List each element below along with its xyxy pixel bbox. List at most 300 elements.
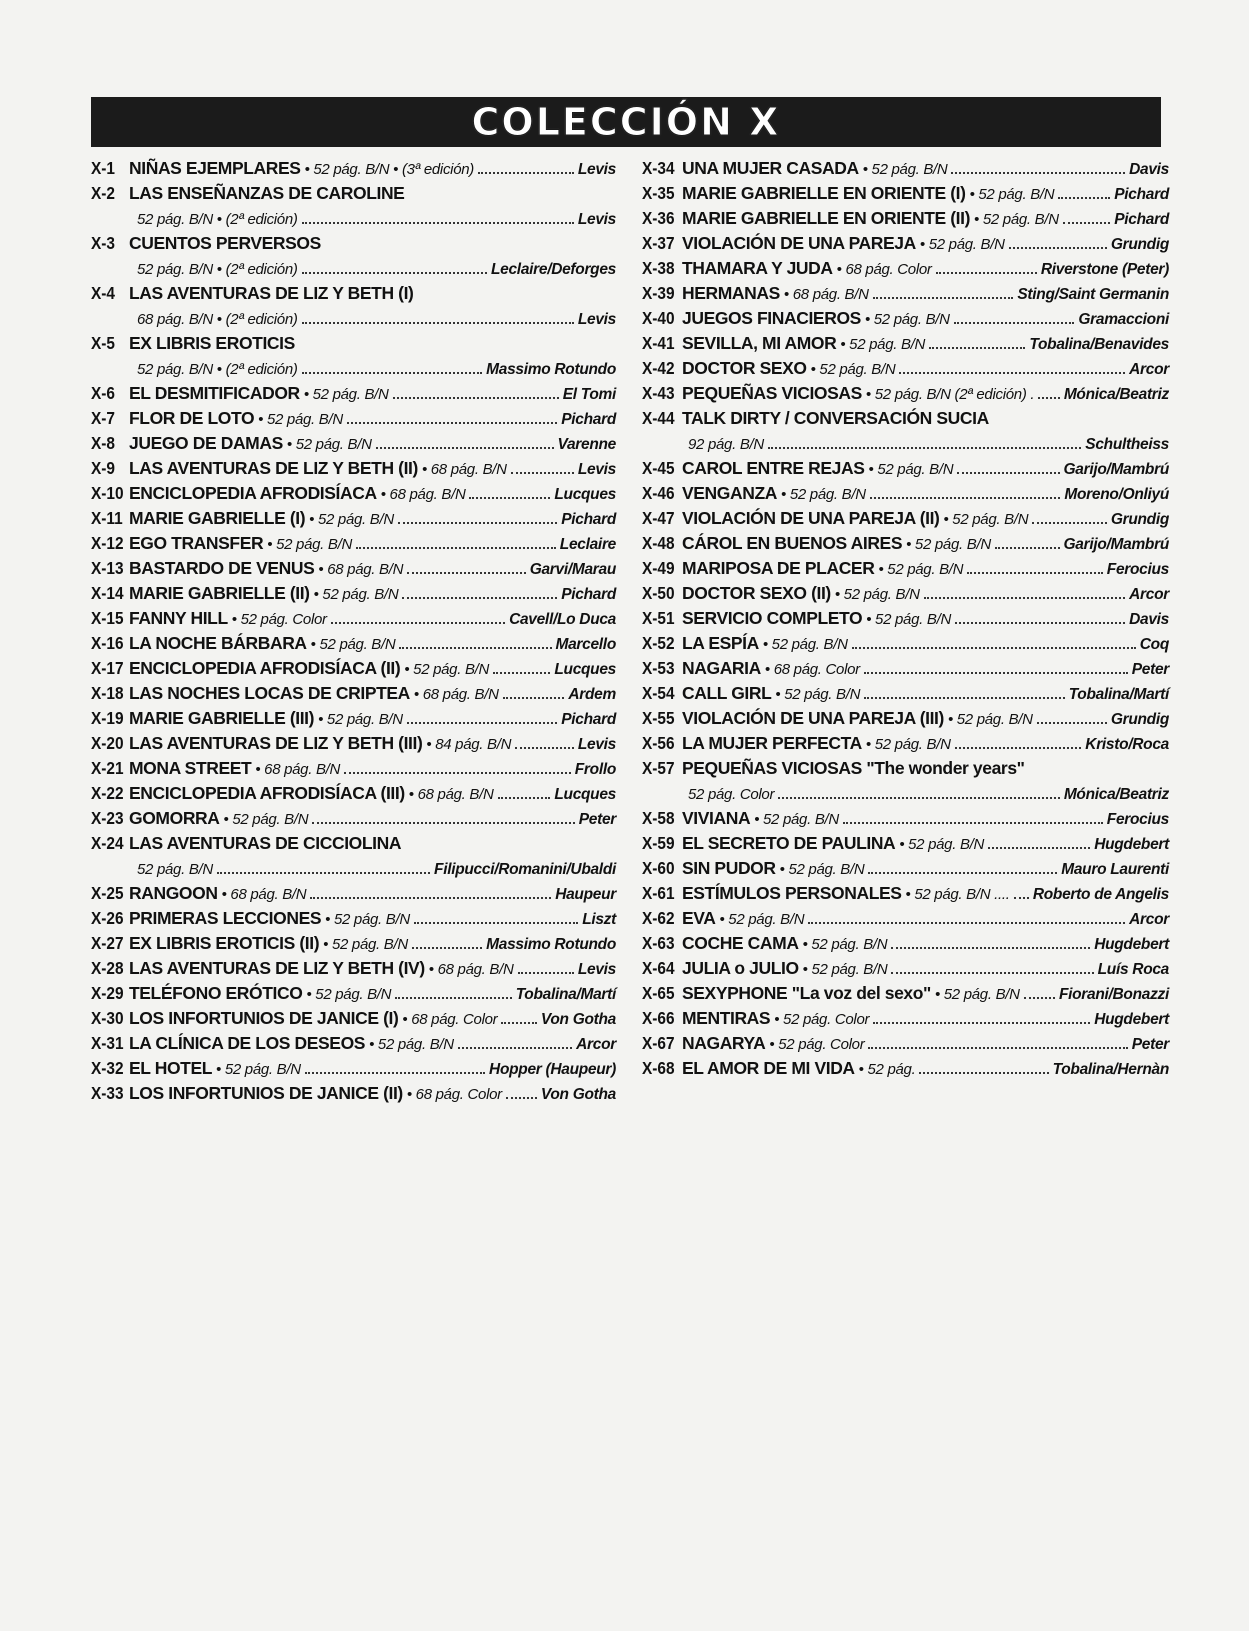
entry-title: PEQUEÑAS VICIOSAS "The wonder years": [682, 758, 1025, 778]
entry-code: X-20: [91, 733, 124, 753]
entry-author: Massimo Rotundo: [486, 361, 616, 378]
entry-author: Ardem: [568, 686, 616, 703]
catalog-entry: [642, 633, 1169, 658]
dot-leader: [778, 783, 1060, 799]
entry-author: Fiorani/Bonazzi: [1058, 986, 1169, 1003]
collection-banner: [91, 97, 1161, 147]
dot-leader: [331, 608, 505, 624]
entry-author: Lucques: [554, 486, 616, 503]
entry-details: • 52 pág. B/N: [862, 161, 948, 178]
entry-author: Hugdebert: [1094, 936, 1169, 953]
dot-leader: [1032, 508, 1107, 524]
entry-author: Tobalina/Benavides: [1029, 336, 1169, 353]
entry-details: • 52 pág. Color: [774, 1011, 870, 1028]
entry-code: X-59: [642, 833, 675, 853]
entry-details: 92 pág. B/N: [688, 436, 764, 453]
entry-details: • 52 pág. B/N: [899, 836, 985, 853]
entry-author: Garijo/Mambrú: [1063, 536, 1169, 553]
dot-leader: [1037, 708, 1107, 724]
right-column: [642, 158, 1169, 1083]
entry-author: Pichard: [1114, 186, 1169, 203]
dot-leader: [511, 458, 574, 474]
catalog-entry: [91, 758, 616, 783]
entry-title: EL DESMITIFICADOR: [129, 383, 300, 403]
entry-details: • 52 pág. B/N: [775, 686, 861, 703]
dot-leader: [399, 633, 551, 649]
dot-leader: [924, 583, 1126, 599]
entry-details: 52 pág. B/N • (2ª edición): [137, 361, 298, 378]
entry-details: • 52 pág. B/N: [906, 536, 991, 553]
catalog-entry: [91, 933, 616, 958]
entry-title: DOCTOR SEXO (II): [682, 583, 831, 603]
catalog-entry: [91, 433, 616, 458]
catalog-entry: [91, 808, 616, 833]
dot-leader: [305, 1058, 485, 1074]
dot-leader: [501, 1008, 537, 1024]
entry-code: X-21: [91, 758, 124, 778]
entry-title: VIOLACIÓN DE UNA PAREJA (III): [682, 708, 944, 728]
entry-details: • 52 pág. B/N: [754, 811, 839, 828]
entry-title: MARIPOSA DE PLACER: [682, 558, 875, 578]
entry-author: Roberto de Angelis: [1032, 886, 1169, 903]
entry-author: Hugdebert: [1094, 1011, 1169, 1028]
entry-author: Levis: [577, 311, 616, 328]
catalog-entry: [91, 533, 616, 558]
entry-details: • 68 pág. B/N: [255, 761, 341, 778]
catalog-entry-continuation: [91, 308, 616, 333]
entry-details: • 52 pág. B/N: [947, 711, 1033, 728]
entry-code: X-38: [642, 258, 675, 278]
entry-author: Ferocius: [1106, 561, 1169, 578]
catalog-entry: [642, 1058, 1169, 1083]
entry-title: LAS AVENTURAS DE LIZ Y BETH (I): [129, 283, 414, 303]
dot-leader: [873, 1008, 1090, 1024]
entry-title: MARIE GABRIELLE (III): [129, 708, 315, 728]
entry-code: X-66: [642, 1008, 675, 1028]
entry-details: • 68 pág. B/N: [421, 461, 507, 478]
entry-code: X-29: [91, 983, 124, 1003]
catalog-entry: [642, 358, 1169, 383]
entry-details: • 52 pág. Color: [231, 611, 327, 628]
entry-code: X-12: [91, 533, 124, 553]
entry-title: TELÉFONO ERÓTICO: [129, 983, 303, 1003]
entry-title: EL AMOR DE MI VIDA: [682, 1058, 855, 1078]
entry-details: • 52 pág. B/N: [934, 986, 1020, 1003]
entry-details: 68 pág. B/N • (2ª edición): [137, 311, 298, 328]
entry-code: X-33: [91, 1083, 124, 1103]
entry-code: X-48: [642, 533, 675, 553]
entry-details: • 84 pág. B/N: [426, 736, 512, 753]
dot-leader: [1024, 983, 1055, 999]
entry-author: Pichard: [1114, 211, 1169, 228]
catalog-entry: [91, 158, 616, 183]
dot-leader: [955, 733, 1082, 749]
catalog-entry: [91, 458, 616, 483]
dot-leader: [995, 533, 1060, 549]
catalog-entry: [642, 308, 1169, 333]
dot-leader: [395, 983, 511, 999]
dot-leader: [217, 858, 430, 874]
entry-code: X-41: [642, 333, 675, 353]
entry-author: Filipucci/Romanini/Ubaldi: [434, 861, 616, 878]
dot-leader: [957, 458, 1059, 474]
entry-author: Pichard: [561, 511, 616, 528]
catalog-entry: [642, 258, 1169, 283]
catalog-entry: [91, 333, 616, 358]
dot-leader: [808, 908, 1125, 924]
catalog-entry: [642, 233, 1169, 258]
entry-code: X-57: [642, 758, 675, 778]
entry-title: LAS AVENTURAS DE LIZ Y BETH (II): [129, 458, 418, 478]
entry-details: • 68 pág. B/N: [221, 886, 307, 903]
page-title: COLECCIÓN X: [471, 100, 781, 144]
dot-leader: [891, 958, 1093, 974]
entry-code: X-49: [642, 558, 675, 578]
entry-code: X-46: [642, 483, 675, 503]
entry-code: X-11: [91, 508, 123, 528]
entry-author: Grundig: [1110, 511, 1169, 528]
entry-title: LOS INFORTUNIOS DE JANICE (II): [129, 1083, 403, 1103]
catalog-entry: [642, 833, 1169, 858]
entry-author: Levis: [577, 736, 616, 753]
entry-title: EL HOTEL: [129, 1058, 213, 1078]
entry-author: Von Gotha: [540, 1086, 616, 1103]
entry-author: Peter: [1131, 661, 1169, 678]
entry-code: X-34: [642, 158, 675, 178]
catalog-entry: [91, 583, 616, 608]
entry-details: • 52 pág. B/N: [810, 361, 896, 378]
dot-leader: [1058, 183, 1110, 199]
entry-code: X-42: [642, 358, 675, 378]
entry-code: X-52: [642, 633, 675, 653]
entry-author: Hopper (Haupeur): [489, 1061, 616, 1078]
dot-leader: [967, 558, 1103, 574]
entry-title: MARIE GABRIELLE EN ORIENTE (I): [682, 183, 966, 203]
catalog-entry: [91, 958, 616, 983]
catalog-entry: [642, 708, 1169, 733]
entry-code: X-5: [91, 333, 115, 353]
catalog-entry: [642, 508, 1169, 533]
entry-title: NAGARIA: [682, 658, 761, 678]
catalog-entry: [91, 883, 616, 908]
catalog-entry: [642, 408, 1169, 433]
entry-title: SEVILLA, MI AMOR: [682, 333, 837, 353]
entry-details: • 52 pág. B/N: [943, 511, 1029, 528]
entry-title: JULIA o JULIO: [682, 958, 799, 978]
catalog-entry: [91, 783, 616, 808]
catalog-entry: [642, 533, 1169, 558]
entry-title: ENCICLOPEDIA AFRODISÍACA (II): [129, 658, 401, 678]
entry-details: • 52 pág. B/N: [216, 1061, 301, 1078]
catalog-entry: [642, 333, 1169, 358]
dot-leader: [402, 583, 557, 599]
entry-details: • 52 pág. B/N: [919, 236, 1005, 253]
entry-title: THAMARA Y JUDA: [682, 258, 833, 278]
entry-title: MARIE GABRIELLE (II): [129, 583, 310, 603]
dot-leader: [988, 833, 1090, 849]
entry-author: Luís Roca: [1097, 961, 1169, 978]
entry-author: Grundig: [1110, 711, 1169, 728]
entry-details: • 52 pág. B/N: [258, 411, 343, 428]
entry-code: X-28: [91, 958, 124, 978]
entry-author: Tobalina/Martí: [1068, 686, 1169, 703]
entry-details: • 68 pág. B/N: [413, 686, 499, 703]
dot-leader: [843, 808, 1103, 824]
entry-code: X-1: [91, 158, 115, 178]
entry-author: Haupeur: [555, 886, 616, 903]
entry-title: CALL GIRL: [682, 683, 772, 703]
dot-leader: [302, 208, 574, 224]
dot-leader: [393, 383, 559, 399]
entry-code: X-40: [642, 308, 675, 328]
dot-leader: [1063, 208, 1110, 224]
entry-details: 52 pág. Color: [688, 786, 775, 803]
entry-author: Peter: [578, 811, 616, 828]
entry-title: UNA MUJER CASADA: [682, 158, 859, 178]
entry-code: X-53: [642, 658, 675, 678]
catalog-entry: [642, 483, 1169, 508]
entry-code: X-54: [642, 683, 675, 703]
entry-author: Levis: [577, 961, 616, 978]
entry-title: HERMANAS: [682, 283, 780, 303]
entry-title: LAS AVENTURAS DE LIZ Y BETH (III): [129, 733, 423, 753]
catalog-entry: [91, 558, 616, 583]
entry-author: Davis: [1129, 161, 1169, 178]
entry-details: • 52 pág. B/N: [802, 961, 888, 978]
entry-title: LAS ENSEÑANZAS DE CAROLINE: [129, 183, 405, 203]
entry-title: NIÑAS EJEMPLARES: [129, 158, 301, 178]
entry-title: BASTARDO DE VENUS: [129, 558, 315, 578]
catalog-entry: [91, 983, 616, 1008]
entry-details: • 52 pág. B/N: [223, 811, 309, 828]
catalog-entry: [642, 183, 1169, 208]
entry-author: Pichard: [561, 586, 616, 603]
catalog-entry: [642, 808, 1169, 833]
dot-leader: [1009, 233, 1107, 249]
dot-leader: [954, 308, 1075, 324]
entry-details: • 52 pág. B/N: [868, 461, 954, 478]
entry-details: • 52 pág. B/N: [802, 936, 888, 953]
entry-details: • 68 pág. Color: [764, 661, 860, 678]
entry-title: EVA: [682, 908, 716, 928]
entry-code: X-26: [91, 908, 124, 928]
dot-leader: [864, 683, 1065, 699]
entry-details: • 52 pág. B/N: [323, 936, 408, 953]
catalog-entry: [642, 608, 1169, 633]
entry-title: LAS AVENTURAS DE LIZ Y BETH (IV): [129, 958, 425, 978]
entry-author: Levis: [577, 161, 616, 178]
entry-title: CUENTOS PERVERSOS: [129, 233, 321, 253]
dot-leader: [407, 558, 526, 574]
entry-title: FANNY HILL: [129, 608, 228, 628]
dot-leader: [1038, 383, 1060, 399]
entry-details: • 52 pág. B/N: [866, 611, 951, 628]
entry-title: LAS AVENTURAS DE CICCIOLINA: [129, 833, 402, 853]
entry-code: X-45: [642, 458, 675, 478]
dot-leader: [493, 658, 550, 674]
entry-details: • 52 pág. Color: [769, 1036, 865, 1053]
catalog-entry: [91, 383, 616, 408]
entry-author: Moreno/Onliyú: [1064, 486, 1169, 503]
entry-title: NAGARYA: [682, 1033, 766, 1053]
dot-leader: [870, 483, 1061, 499]
entry-title: ESTÍMULOS PERSONALES: [682, 883, 902, 903]
catalog-entry-continuation: [91, 208, 616, 233]
entry-author: Frollo: [574, 761, 616, 778]
entry-title: EX LIBRIS EROTICIS: [129, 333, 295, 353]
entry-details: • 52 pág. B/N: [303, 386, 389, 403]
entry-code: X-25: [91, 883, 124, 903]
entry-details: • 52 pág. B/N: [781, 486, 866, 503]
entry-author: Tobalina/Hernàn: [1052, 1061, 1169, 1078]
dot-leader: [919, 1058, 1048, 1074]
entry-details: • 52 pág. B/N: [969, 186, 1055, 203]
catalog-entry-continuation: [642, 783, 1169, 808]
dot-leader: [503, 683, 565, 699]
entry-author: Varenne: [557, 436, 616, 453]
entry-author: Grundig: [1110, 236, 1169, 253]
entry-title: MONA STREET: [129, 758, 252, 778]
catalog-entry: [642, 733, 1169, 758]
entry-details: • 68 pág. B/N: [408, 786, 494, 803]
entry-author: Levis: [577, 461, 616, 478]
entry-code: X-51: [642, 608, 675, 628]
entry-details: • 52 pág.: [858, 1061, 916, 1078]
dot-leader: [302, 358, 483, 374]
entry-author: Ferocius: [1106, 811, 1169, 828]
entry-code: X-64: [642, 958, 675, 978]
entry-author: Liszt: [582, 911, 616, 928]
catalog-entry: [91, 233, 616, 258]
entry-details: • 52 pág. B/N: [404, 661, 490, 678]
catalog-entry-continuation: [91, 858, 616, 883]
dot-leader: [899, 358, 1125, 374]
catalog-entry: [642, 458, 1169, 483]
catalog-entry: [642, 683, 1169, 708]
catalog-entry: [642, 208, 1169, 233]
dot-leader: [412, 933, 482, 949]
entry-code: X-19: [91, 708, 124, 728]
entry-author: Kristo/Roca: [1085, 736, 1169, 753]
dot-leader: [356, 533, 556, 549]
entry-details: • 68 pág. B/N: [318, 561, 404, 578]
entry-code: X-6: [91, 383, 115, 403]
entry-code: X-58: [642, 808, 675, 828]
entry-title: PEQUEÑAS VICIOSAS: [682, 383, 862, 403]
entry-author: Arcor: [576, 1036, 616, 1053]
dot-leader: [868, 858, 1057, 874]
catalog-entry: [642, 558, 1169, 583]
entry-code: X-44: [642, 408, 675, 428]
catalog-entry: [642, 1008, 1169, 1033]
entry-title: RANGOON: [129, 883, 218, 903]
entry-code: X-14: [91, 583, 124, 603]
entry-title: LAS NOCHES LOCAS DE CRIPTEA: [129, 683, 410, 703]
entry-author: Cavell/Lo Duca: [509, 611, 616, 628]
entry-details: • 52 pág. B/N: [309, 511, 394, 528]
entry-code: X-56: [642, 733, 675, 753]
dot-leader: [414, 908, 578, 924]
entry-title: GOMORRA: [129, 808, 220, 828]
entry-author: Arcor: [1129, 911, 1169, 928]
catalog-entry: [91, 658, 616, 683]
entry-code: X-9: [91, 458, 115, 478]
entry-title: JUEGO DE DAMAS: [129, 433, 283, 453]
entry-details: • 68 pág. Color: [402, 1011, 498, 1028]
catalog-entry: [642, 883, 1169, 908]
catalog-entry: [91, 283, 616, 308]
entry-author: Levis: [577, 211, 616, 228]
entry-code: X-17: [91, 658, 124, 678]
dot-leader: [929, 333, 1025, 349]
dot-leader: [398, 508, 557, 524]
entry-code: X-60: [642, 858, 675, 878]
dot-leader: [458, 1033, 572, 1049]
entry-details: • 52 pág. B/N ....: [905, 886, 1010, 903]
entry-code: X-30: [91, 1008, 124, 1028]
catalog-entry-continuation: [91, 358, 616, 383]
entry-details: • 52 pág. B/N: [306, 986, 392, 1003]
dot-leader: [506, 1083, 537, 1099]
catalog-entry-continuation: [642, 433, 1169, 458]
catalog-entry-continuation: [91, 258, 616, 283]
entry-details: • 52 pág. B/N: [865, 736, 951, 753]
entry-details: • 52 pág. B/N: [318, 711, 403, 728]
catalog-entry: [642, 1033, 1169, 1058]
entry-details: • 52 pág. B/N: [878, 561, 964, 578]
entry-code: X-2: [91, 183, 115, 203]
dot-leader: [868, 1033, 1127, 1049]
entry-code: X-61: [642, 883, 675, 903]
catalog-entry: [91, 1008, 616, 1033]
catalog-entry: [91, 1033, 616, 1058]
dot-leader: [891, 933, 1090, 949]
catalog-entry: [91, 908, 616, 933]
entry-code: X-13: [91, 558, 124, 578]
entry-code: X-62: [642, 908, 675, 928]
entry-title: CÁROL EN BUENOS AIRES: [682, 533, 903, 553]
entry-code: X-7: [91, 408, 115, 428]
entry-details: • 52 pág. B/N • (3ª edición): [304, 161, 474, 178]
entry-details: • 52 pág. B/N: [369, 1036, 454, 1053]
dot-leader: [518, 958, 574, 974]
entry-details: • 52 pág. B/N: [834, 586, 920, 603]
entry-title: SIN PUDOR: [682, 858, 776, 878]
dot-leader: [478, 158, 574, 174]
dot-leader: [376, 433, 554, 449]
entry-details: • 52 pág. B/N: [864, 311, 950, 328]
entry-details: • 52 pág. B/N: [267, 536, 352, 553]
entry-title: MARIE GABRIELLE (I): [129, 508, 306, 528]
entry-title: DOCTOR SEXO: [682, 358, 807, 378]
entry-author: Garijo/Mambrú: [1063, 461, 1169, 478]
entry-author: Von Gotha: [540, 1011, 616, 1028]
entry-details: 52 pág. B/N: [137, 861, 213, 878]
dot-leader: [768, 433, 1081, 449]
entry-details: • 52 pág. B/N: [762, 636, 848, 653]
dot-leader: [302, 258, 487, 274]
entry-title: COCHE CAMA: [682, 933, 799, 953]
entry-author: Davis: [1129, 611, 1169, 628]
entry-code: X-4: [91, 283, 115, 303]
catalog-entry: [91, 508, 616, 533]
entry-details: • 68 pág. B/N: [783, 286, 869, 303]
entry-author: Garvi/Marau: [529, 561, 616, 578]
entry-details: • 52 pág. B/N: [719, 911, 805, 928]
entry-author: Schultheiss: [1085, 436, 1169, 453]
entry-code: X-55: [642, 708, 675, 728]
catalog-entry: [642, 908, 1169, 933]
